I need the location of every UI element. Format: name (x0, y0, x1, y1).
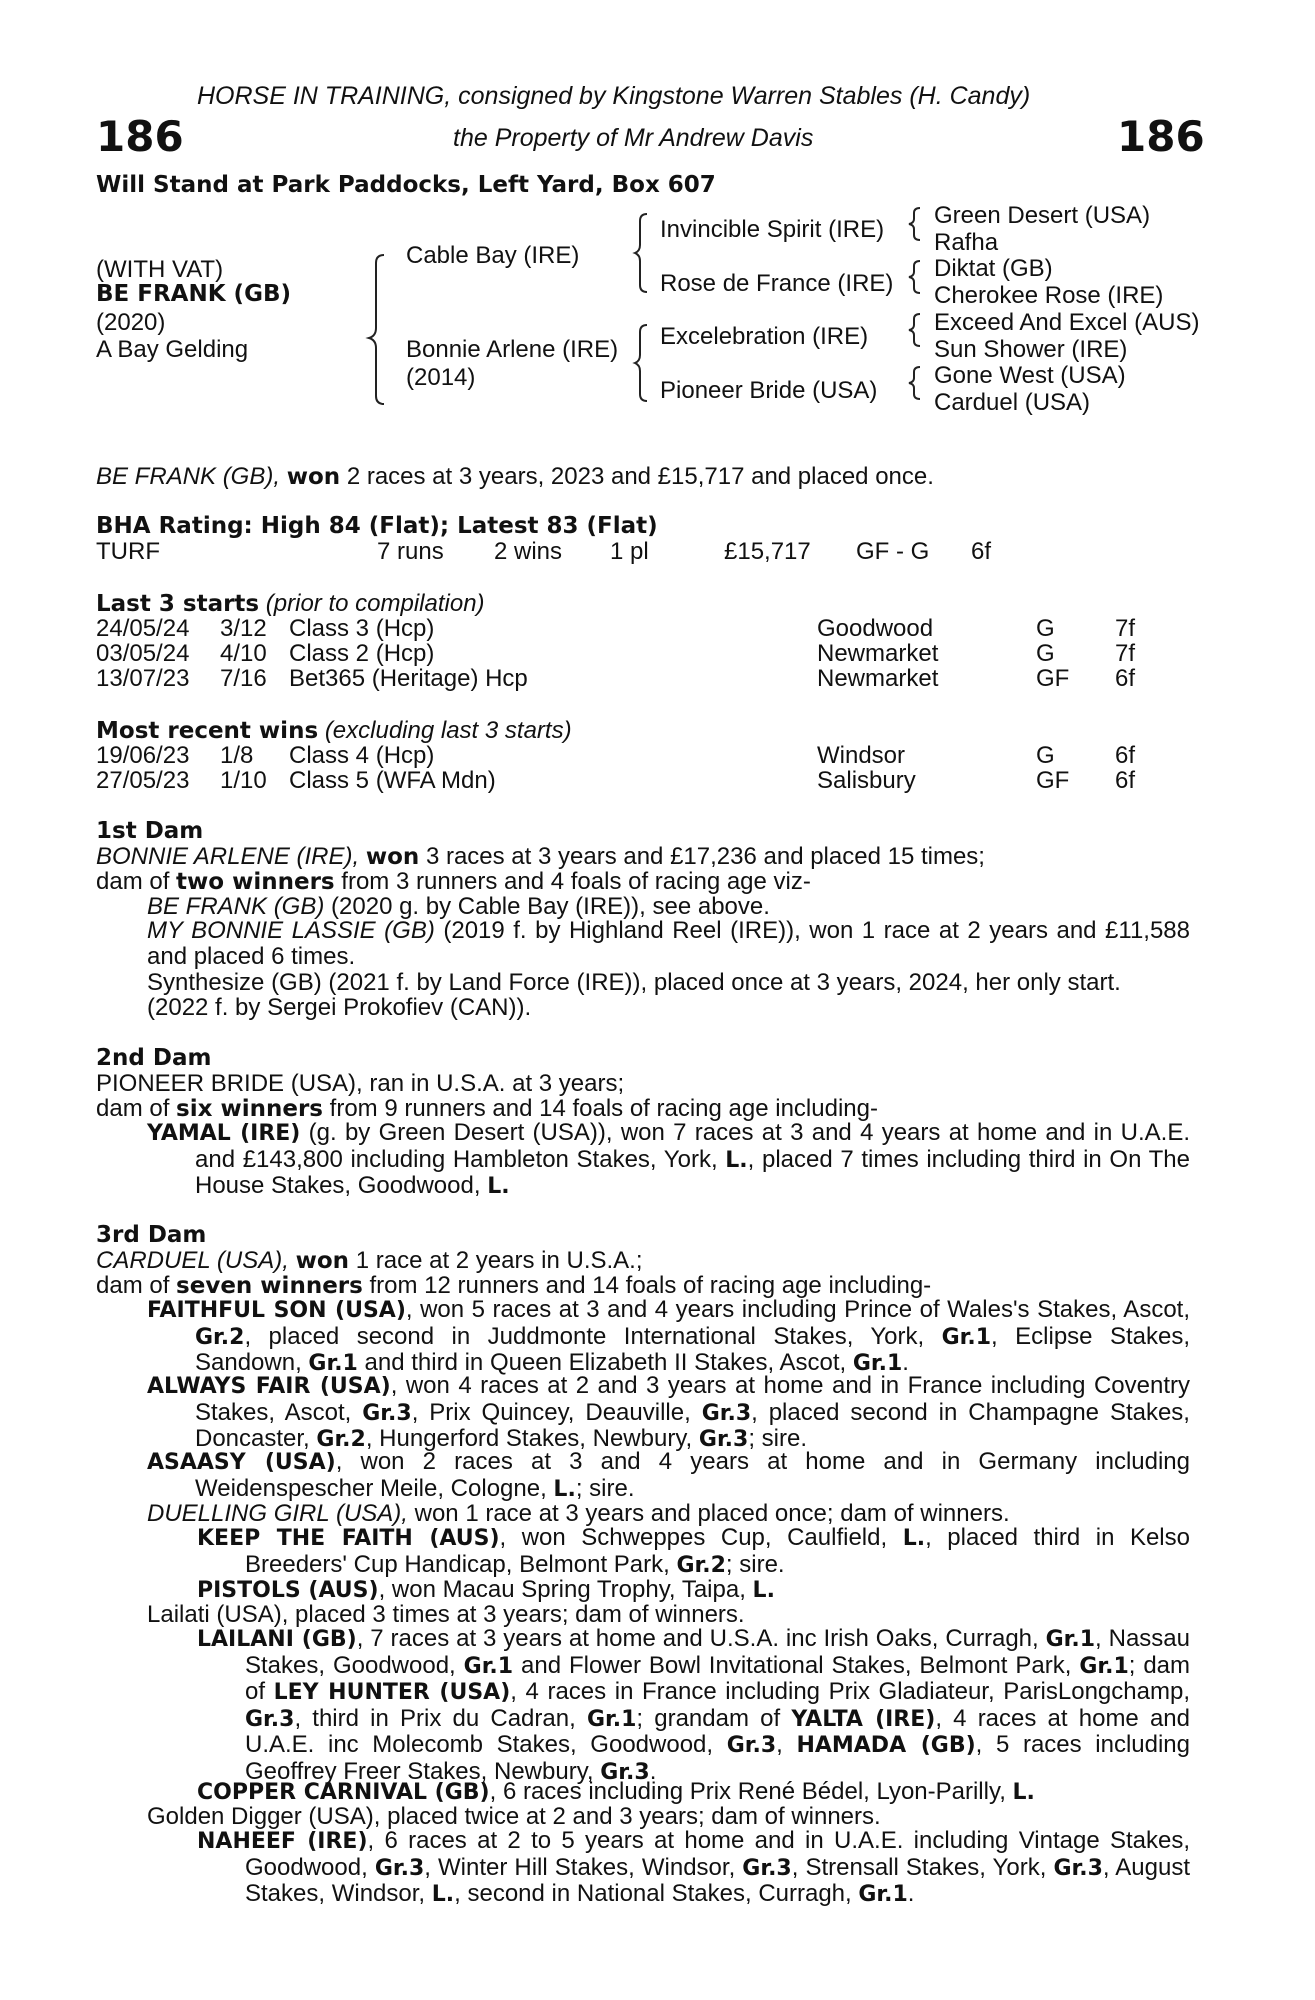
dam1-won: won (365, 844, 420, 870)
last3-note: (prior to compilation) (265, 590, 485, 617)
dam3-grandprogeny-lailani (197, 1626, 1190, 1785)
progeny-name: FAITHFUL SON (USA) (147, 1298, 406, 1323)
dam3-winners: seven winners (176, 1273, 363, 1299)
progeny-record: , placed 7 times including third in On The House Stakes, Goodwood, (195, 1145, 1190, 1199)
progeny-record: , won Schweppes Cup, Caulfield, (499, 1524, 888, 1551)
pedigree-ggp-3: Diktat (GB) (934, 255, 1053, 282)
progeny-record: , second in National Stakes, Curragh, (454, 1880, 852, 1907)
grade-badge: L. (553, 1476, 576, 1502)
progeny-record: , 6 races at 2 to 5 years at home and in U.A.E. including Vintage Stakes, Goodwood, (245, 1827, 1191, 1881)
dam2-winners: six winners (176, 1096, 323, 1122)
dam3-grandprogeny-naheef (197, 1828, 1190, 1908)
turf-wins: 2 wins (494, 538, 563, 565)
progeny-record: . (902, 1349, 909, 1376)
progeny-record: , won 2 races at 3 and 4 years at home and in Germany including Weidenspescher Meile, Cologne, (195, 1448, 1191, 1502)
dam2-line1: PIONEER BRIDE (USA), ran in U.S.A. at 3 years; (96, 1070, 625, 1097)
pedigree-dam-sire: Excelebration (IRE) (660, 323, 869, 350)
progeny-name: PISTOLS (AUS) (197, 1578, 379, 1603)
dam3-grandprogeny-copper-carnival (197, 1778, 1035, 1806)
grade-badge: Gr.3 (374, 1855, 425, 1881)
progeny-name: DUELLING GIRL (USA), (147, 1500, 408, 1527)
horse-name: BE FRANK (GB) (96, 281, 291, 307)
last3-course: Goodwood (817, 615, 934, 642)
last3-race: Class 3 (Hcp) (289, 615, 435, 642)
last3-race: Bet365 (Heritage) Hcp (289, 665, 528, 692)
grade-badge: Gr.1 (941, 1324, 992, 1350)
progeny-record: , (776, 1731, 783, 1758)
dam3-progeny-golden-digger: Golden Digger (USA), placed twice at 2 and 3 years; dam of winners. (147, 1803, 881, 1830)
progeny-record: , Nassau Stakes, Goodwood, (245, 1625, 1190, 1679)
dam1-dam-of: dam of (96, 868, 170, 895)
pedigree-dam: Bonnie Arlene (IRE) (406, 336, 619, 363)
win-race: Class 4 (Hcp) (289, 742, 435, 769)
dam2-runners: from 9 runners and 14 foals of racing age including- (329, 1095, 878, 1122)
pedigree-ggp-1: Green Desert (USA) (934, 202, 1151, 229)
progeny-record: , Eclipse Stakes, Sandown, (195, 1322, 1190, 1376)
bha-rating: BHA Rating: High 84 (Flat); Latest 83 (Flat) (96, 513, 658, 539)
turf-dist: 6f (971, 538, 992, 565)
dam1-line1 (96, 843, 985, 871)
win-course: Windsor (817, 742, 906, 769)
grade-badge: L. (725, 1147, 748, 1173)
progeny-record: (2019 f. by Highland Reel (IRE)), won 1 race at 2 years and £11,588 and placed 6 times. (147, 917, 1191, 970)
win-date: 27/05/23 (96, 767, 190, 794)
progeny-name: NAHEEF (IRE) (197, 1829, 368, 1854)
summary-rest: 2 races at 3 years, 2023 and £15,717 and placed once. (346, 463, 934, 490)
grade-badge: L. (1012, 1780, 1035, 1805)
dam2-progeny-1 (147, 1120, 1190, 1200)
pedigree-ggp-4: Cherokee Rose (IRE) (934, 282, 1164, 309)
progeny-record: , 5 races including Geoffrey Freer Stakes, Newbury, (245, 1731, 1191, 1785)
dam1-title: 1st Dam (96, 818, 204, 844)
progeny-record: , Prix Quincey, Deauville, (411, 1398, 691, 1426)
summary-won: won (286, 464, 341, 490)
progeny-record: , 4 races at home and U.A.E. inc Molecomb Stakes, Goodwood, (245, 1704, 1191, 1758)
progeny-record: , Winter Hill Stakes, Windsor, (424, 1853, 736, 1881)
last3-pos: 4/10 (220, 640, 267, 667)
grade-badge: Gr.1 (1079, 1653, 1129, 1679)
progeny-name: KEEP THE FAITH (AUS) (197, 1526, 500, 1551)
grade-badge: Gr.3 (726, 1733, 777, 1758)
progeny-name: COPPER CARNIVAL (GB) (197, 1780, 490, 1805)
dam3-dam-of: dam of (96, 1272, 170, 1299)
progeny-record: , Strensall Stakes, York, (791, 1853, 1047, 1881)
progeny-record: ; sire. (575, 1474, 635, 1502)
dam3-grandprogeny-keep-the-faith (197, 1525, 1190, 1578)
pedigree-ggp-7: Gone West (USA) (934, 362, 1126, 389)
progeny-name: ASAASY (USA) (147, 1450, 336, 1475)
pedigree-sire-sire: Invincible Spirit (IRE) (660, 216, 885, 243)
grade-badge: Gr.3 (1053, 1855, 1103, 1881)
grade-badge: Gr.3 (600, 1759, 650, 1785)
progeny-record: ; dam of (245, 1651, 1191, 1705)
dam1-progeny-2 (99, 918, 1190, 969)
dam3-progeny-faithful-son (147, 1297, 1190, 1377)
grade-badge: Gr.1 (858, 1882, 908, 1907)
progeny-record: . (907, 1880, 915, 1907)
progeny-name: YALTA (IRE) (791, 1706, 936, 1732)
progeny-record: , won 5 races at 3 and 4 years including Prince of Wales's Stakes, Ascot, (405, 1296, 1190, 1323)
last3-going: GF (1036, 665, 1070, 692)
progeny-record: ; grandam of (636, 1704, 781, 1732)
progeny-record: , 6 races including Prix René Bédel, Lyon-Parilly, (489, 1778, 1006, 1805)
last3-date: 13/07/23 (96, 665, 190, 692)
recent-wins-note: (excluding last 3 starts) (324, 717, 572, 744)
progeny-name: ALWAYS FAIR (USA) (147, 1374, 391, 1399)
pedigree-ggp-2: Rafha (934, 229, 999, 256)
lot-number-left: 186 (96, 112, 184, 161)
grade-badge: Gr.3 (245, 1706, 295, 1732)
dam3-progeny-lailati: Lailati (USA), placed 3 times at 3 years; dam of winners. (147, 1601, 745, 1628)
last3-heading (96, 590, 485, 618)
progeny-record: , Hungerford Stakes, Newbury, (365, 1425, 693, 1452)
dam2-dam-of: dam of (96, 1095, 170, 1122)
dam3-progeny-always-fair (147, 1373, 1190, 1453)
progeny-record: (g. by Green Desert (USA)), won 7 races at 3 and 4 years at home and in U.A.E. and £143,800 including Hambleton Stakes, York, (195, 1119, 1190, 1173)
last3-dist: 6f (1115, 665, 1136, 692)
last3-dist: 7f (1115, 615, 1136, 642)
progeny-record: won 1 race at 3 years and placed once; dam of winners. (414, 1500, 1010, 1527)
grade-badge: Gr.1 (852, 1351, 903, 1376)
summary-horse-name: BE FRANK (GB), (96, 463, 281, 490)
turf-prize: £15,717 (724, 538, 811, 565)
progeny-record: , 7 races at 3 years at home and U.S.A. inc Irish Oaks, Curragh, (356, 1625, 1039, 1652)
grade-badge: L. (487, 1174, 510, 1199)
grade-badge: Gr.2 (195, 1324, 245, 1350)
grade-badge: L. (902, 1526, 926, 1551)
progeny-name: BE FRANK (GB) (147, 893, 325, 920)
progeny-record: , 4 races in France including Prix Gladiateur, ParisLongchamp, (510, 1678, 1190, 1705)
dam3-progeny-asaasy (147, 1449, 1190, 1502)
grade-badge: Gr.3 (742, 1855, 792, 1881)
race-summary (96, 463, 934, 491)
grade-badge: Gr.1 (463, 1653, 514, 1679)
last3-date: 24/05/24 (96, 615, 190, 642)
last3-pos: 7/16 (220, 665, 267, 692)
grade-badge: Gr.1 (586, 1706, 637, 1732)
win-dist: 6f (1115, 767, 1136, 794)
header-consignor: HORSE IN TRAINING, consigned by Kingstone Warren Stables (H. Candy) (197, 82, 1031, 110)
pedigree-ggp-5: Exceed And Excel (AUS) (934, 309, 1200, 336)
win-pos: 1/10 (220, 767, 267, 794)
recent-wins-title: Most recent wins (96, 718, 319, 744)
progeny-name: LAILANI (GB) (197, 1627, 357, 1652)
grade-badge: Gr.2 (316, 1427, 366, 1452)
pedigree-dam-year: (2014) (406, 364, 476, 391)
last3-race: Class 2 (Hcp) (289, 640, 435, 667)
last3-course: Newmarket (817, 665, 939, 692)
dam3-grandprogeny-pistols (197, 1576, 775, 1604)
win-pos: 1/8 (220, 742, 254, 769)
pedigree-sire-dam: Rose de France (IRE) (660, 270, 894, 297)
progeny-record: , won Macau Spring Trophy, Taipa, (378, 1576, 746, 1603)
progeny-name: YAMAL (IRE) (147, 1121, 301, 1146)
turf-placed: 1 pl (610, 538, 649, 565)
horse-year: (2020) (96, 309, 166, 336)
progeny-name: LEY HUNTER (USA) (273, 1680, 511, 1705)
dam3-name: CARDUEL (USA), (96, 1247, 289, 1274)
grade-badge: Gr.2 (676, 1552, 726, 1578)
dam1-winners: two winners (176, 869, 335, 895)
dam3-runners: from 12 runners and 14 foals of racing age including- (369, 1272, 932, 1299)
last3-title: Last 3 starts (96, 591, 260, 617)
grade-badge: Gr.1 (1045, 1627, 1096, 1652)
location-line: Will Stand at Park Paddocks, Left Yard, Box 607 (96, 172, 716, 198)
last3-date: 03/05/24 (96, 640, 190, 667)
progeny-name: MY BONNIE LASSIE (GB) (147, 917, 435, 944)
progeny-record: ; sire. (725, 1550, 785, 1578)
dam3-won: won (295, 1248, 350, 1274)
win-race: Class 5 (WFA Mdn) (289, 767, 496, 794)
pedigree-ggp-8: Carduel (USA) (934, 389, 1091, 416)
turf-going: GF - G (856, 538, 930, 565)
progeny-record: , August Stakes, Windsor, (245, 1853, 1190, 1907)
win-going: G (1036, 742, 1055, 769)
lot-number-right: 186 (1117, 112, 1205, 161)
horse-description: A Bay Gelding (96, 336, 249, 363)
dam3-title: 3rd Dam (96, 1222, 207, 1248)
pedigree-sire: Cable Bay (IRE) (406, 242, 580, 269)
turf-runs: 7 runs (377, 538, 444, 565)
progeny-record: . (649, 1757, 657, 1785)
dam1-record: 3 races at 3 years and £17,236 and placed 15 times; (425, 843, 985, 870)
recent-wins-heading (96, 717, 572, 745)
progeny-record: , placed second in Juddmonte International Stakes, York, (244, 1322, 925, 1350)
vat-note: (WITH VAT) (96, 256, 224, 283)
progeny-record: and Flower Bowl Invitational Stakes, Belmont Park, (521, 1651, 1072, 1679)
dam1-runners: from 3 runners and 4 foals of racing age viz- (341, 868, 811, 895)
win-dist: 6f (1115, 742, 1136, 769)
last3-dist: 7f (1115, 640, 1136, 667)
progeny-record: , placed second in Champagne Stakes, Doncaster, (195, 1398, 1190, 1452)
grade-badge: Gr.3 (362, 1400, 412, 1426)
turf-surface: TURF (96, 538, 160, 565)
dam3-record: 1 race at 2 years in U.S.A.; (355, 1247, 643, 1274)
win-going: GF (1036, 767, 1070, 794)
last3-pos: 3/12 (220, 615, 267, 642)
progeny-record: , placed third in Kelso Breeders' Cup Handicap, Belmont Park, (245, 1524, 1190, 1578)
grade-badge: L. (752, 1578, 775, 1603)
last3-going: G (1036, 640, 1055, 667)
header-property: the Property of Mr Andrew Davis (453, 124, 814, 152)
grade-badge: Gr.1 (308, 1351, 358, 1376)
progeny-record: , third in Prix du Cadran, (294, 1704, 576, 1732)
last3-course: Newmarket (817, 640, 939, 667)
pedigree-ggp-6: Sun Shower (IRE) (934, 336, 1128, 363)
win-date: 19/06/23 (96, 742, 190, 769)
progeny-record: ; sire. (748, 1425, 808, 1452)
win-course: Salisbury (817, 767, 916, 794)
dam1-progeny-3: Synthesize (GB) (2021 f. by Land Force (IRE)), placed once at 3 years, 2024, her only start. (147, 969, 1121, 996)
progeny-record: , won 4 races at 2 and 3 years at home and in France including Coventry Stakes, Ascot, (195, 1372, 1190, 1426)
grade-badge: Gr.3 (698, 1427, 749, 1452)
pedigree-dam-dam: Pioneer Bride (USA) (660, 377, 878, 404)
dam1-line2 (96, 868, 811, 896)
grade-badge: L. (431, 1882, 455, 1907)
dam1-name: BONNIE ARLENE (IRE), (96, 843, 360, 870)
progeny-record: and third in Queen Elizabeth II Stakes, Ascot, (364, 1349, 847, 1376)
dam2-title: 2nd Dam (96, 1045, 212, 1071)
last3-going: G (1036, 615, 1055, 642)
grade-badge: Gr.3 (701, 1400, 752, 1426)
progeny-name: HAMADA (GB) (796, 1733, 976, 1758)
progeny-record: (2020 g. by Cable Bay (IRE)), see above. (331, 893, 770, 920)
dam3-line1 (96, 1247, 643, 1275)
dam1-progeny-4: (2022 f. by Sergei Prokofiev (CAN)). (147, 994, 532, 1021)
